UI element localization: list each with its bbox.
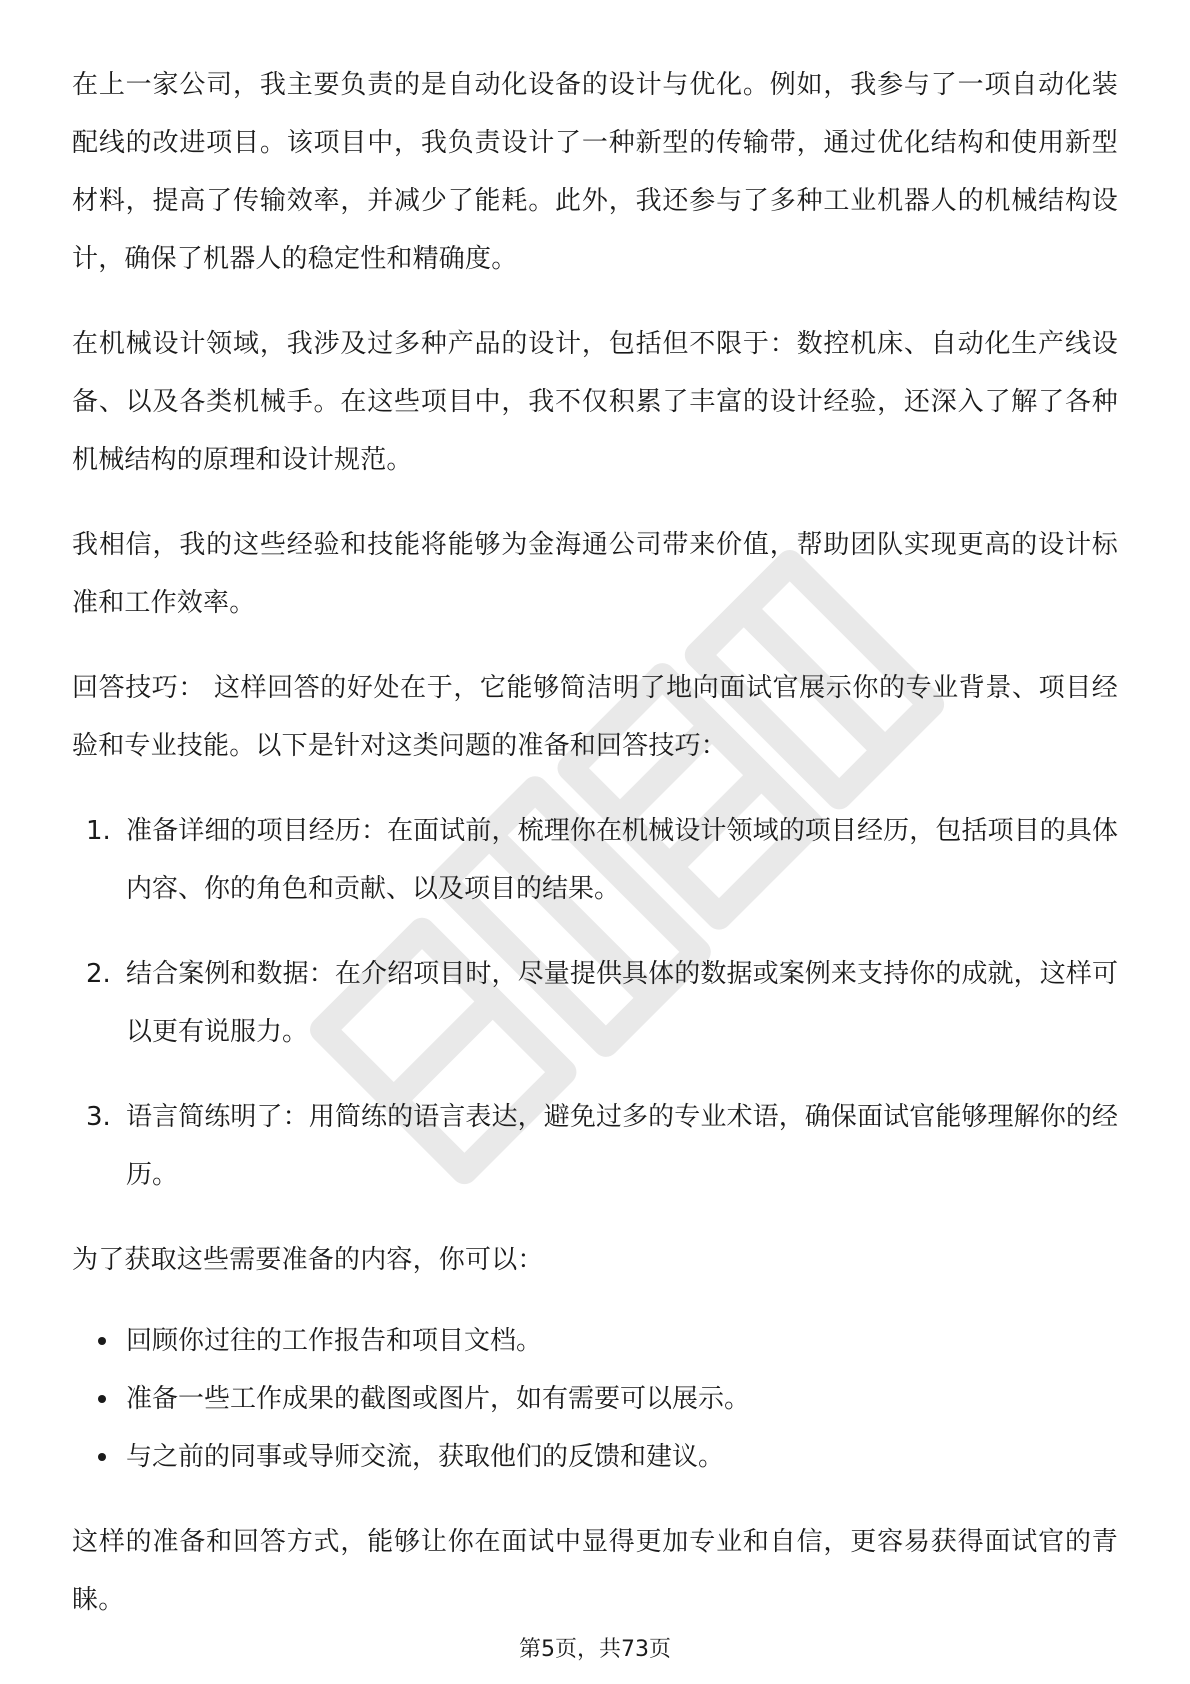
list-item-text: 准备一些工作成果的截图或图片，如有需要可以展示。 <box>126 1384 751 1414</box>
bullet-icon <box>98 1337 106 1345</box>
list-item <box>72 1370 1118 1428</box>
paragraph-conclusion: 这样的准备和回答方式，能够让你在面试中显得更加专业和自信，更容易获得面试官的青睐。 <box>72 1527 1118 1615</box>
document-body <box>72 56 1118 1656</box>
list-item-text: 准备详细的项目经历：在面试前，梳理你在机械设计领域的项目经历，包括项目的具体内容、你的角色和贡献、以及项目的结果。 <box>126 816 1118 904</box>
list-item <box>72 945 1118 1061</box>
bullet-icon <box>98 1453 106 1461</box>
paragraph-design-field: 在机械设计领域，我涉及过多种产品的设计，包括但不限于：数控机床、自动化生产线设备、以及各类机械手。在这些项目中，我不仅积累了丰富的设计经验，还深入了解了各种机械结构的原理和设计规范。 <box>72 329 1118 475</box>
list-item <box>72 1428 1118 1486</box>
tips-ordered-list <box>72 802 1118 1204</box>
paragraph-belief: 我相信，我的这些经验和技能将能够为金海通公司带来价值，帮助团队实现更高的设计标准和工作效率。 <box>72 530 1118 618</box>
paragraph-answer-tips: 回答技巧： 这样回答的好处在于，它能够简洁明了地向面试官展示你的专业背景、项目经验和专业技能。以下是针对这类问题的准备和回答技巧： <box>72 673 1118 761</box>
list-number: 3. <box>86 1102 111 1132</box>
paragraph-prep-intro: 为了获取这些需要准备的内容，你可以： <box>72 1245 544 1275</box>
paragraph-experience: 在上一家公司，我主要负责的是自动化设备的设计与优化。例如，我参与了一项自动化装配线的改进项目。该项目中，我负责设计了一种新型的传输带，通过优化结构和使用新型材料，提高了传输效率，并减少了能耗。此外，我还参与了多种工业机器人的机械结构设计，确保了机器人的稳定性和精确度。 <box>72 70 1118 274</box>
list-number: 1. <box>86 816 111 846</box>
list-item-text: 回顾你过往的工作报告和项目文档。 <box>126 1326 543 1356</box>
bullet-icon <box>98 1395 106 1403</box>
list-item-text: 语言简练明了：用简练的语言表达，避免过多的专业术语，确保面试官能够理解你的经历。 <box>126 1102 1118 1190</box>
page-number-footer: 第5页，共73页 <box>519 1637 671 1662</box>
list-item <box>72 1088 1118 1204</box>
list-item-text: 结合案例和数据：在介绍项目时，尽量提供具体的数据或案例来支持你的成就，这样可以更有说服力。 <box>126 959 1118 1047</box>
prep-bullet-list <box>72 1312 1118 1486</box>
list-item-text: 与之前的同事或导师交流，获取他们的反馈和建议。 <box>126 1442 725 1472</box>
list-item <box>72 1312 1118 1370</box>
list-number: 2. <box>86 959 111 989</box>
list-item <box>72 802 1118 918</box>
